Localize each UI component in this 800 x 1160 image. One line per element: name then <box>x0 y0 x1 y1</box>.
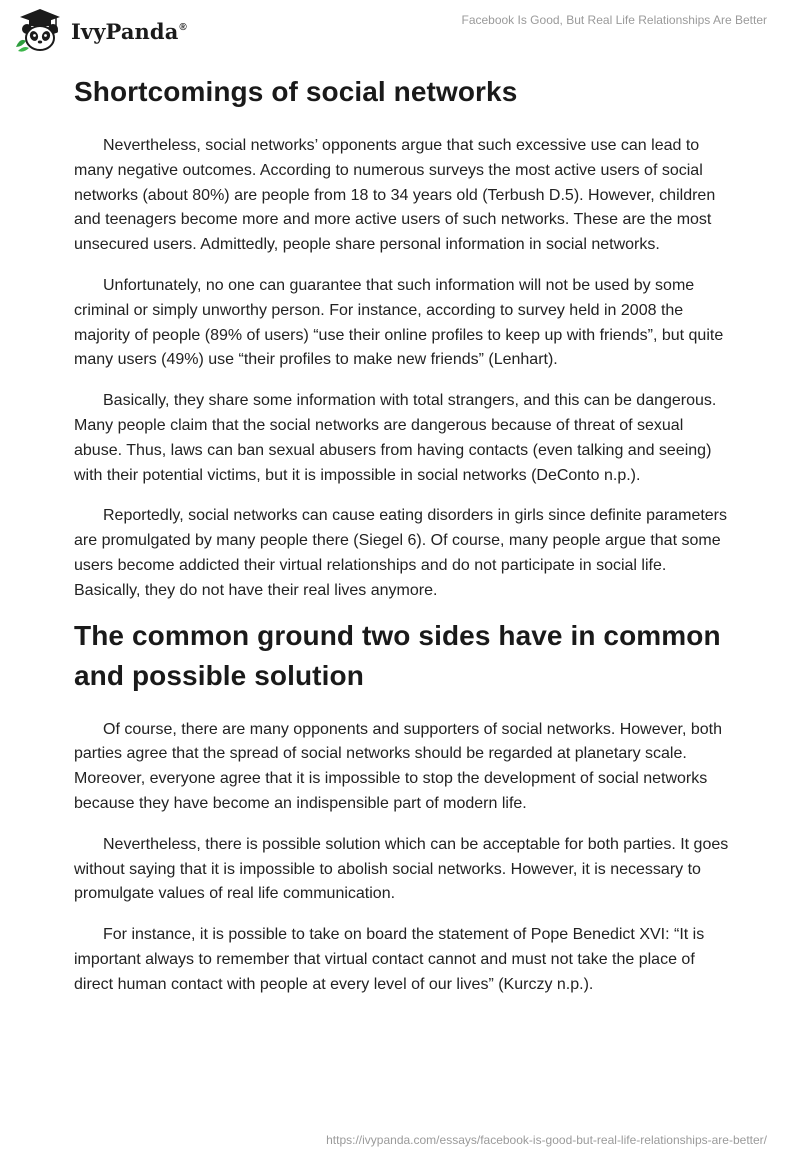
section-heading-common-ground: The common ground two sides have in common and possible solution <box>74 619 721 691</box>
paragraph: For instance, it is possible to take on board the statement of Pope Benedict XVI: “It is important always to remember that virtual contact cannot and must not take the place of direct human contact with people at every level of our lives” (Kurczy n.p.). <box>74 926 705 993</box>
panda-graduate-icon <box>14 7 66 53</box>
logo-wordmark: IvyPanda® <box>71 18 187 44</box>
page-header <box>0 0 800 62</box>
running-title: Facebook Is Good, But Real Life Relationships Are Better <box>461 13 767 27</box>
paragraph: Basically, they share some information with total strangers, and this can be dangerous. Many people claim that the social networks are dangerous because of threat of sexual abuse. Thus, laws can ban sexual abusers from having contacts (even talking and seeing) with their potential victims, but it is impossible in social networks (DeConto n.p.). <box>74 392 717 484</box>
registered-mark: ® <box>179 21 187 33</box>
paragraph: Unfortunately, no one can guarantee that such information will not be used by some criminal or simply unworthy person. For instance, according to survey held in 2008 the majority of people (89% of users) “use their online profiles to keep up with friends”, but quite many users (49%) use “their profiles to make new friends” (Lenhart). <box>74 276 724 369</box>
section-heading-shortcomings: Shortcomings of social networks <box>74 76 518 107</box>
paragraph: Nevertheless, social networks’ opponents argue that such excessive use can lead to many negative outcomes. According to numerous surveys the most active users of social networks (about 80%) are people from 18 to 34 years old (Terbush D.5). However, children and teenagers become more and more active users of such networks. These are the most unsecured users. Admittedly, people share personal information in social networks. <box>74 137 716 254</box>
source-url-link[interactable]: https://ivypanda.com/essays/facebook-is-good-but-real-life-relationships-are-better/ <box>326 1133 767 1147</box>
essay-body <box>74 72 730 998</box>
paragraph: Reportedly, social networks can cause eating disorders in girls since definite parameters are promulgated by many people there (Siegel 6). Of course, many people argue that some users become addicted their virtual relationships and do not participate in social life. Basically, they do not have their real lives anymore. <box>74 507 728 599</box>
ivypanda-logo[interactable] <box>14 8 187 52</box>
paragraph: Of course, there are many opponents and supporters of social networks. However, both parties agree that the spread of social networks should be regarded at planetary scale. Moreover, everyone agree that it is impossible to stop the development of social networks because they have become an indispensible part of modern life. <box>74 720 722 812</box>
paragraph: Nevertheless, there is possible solution which can be acceptable for both parties. It goes without saying that it is impossible to abolish social networks. However, it is necessary to promulgate values of real life communication. <box>74 835 729 903</box>
